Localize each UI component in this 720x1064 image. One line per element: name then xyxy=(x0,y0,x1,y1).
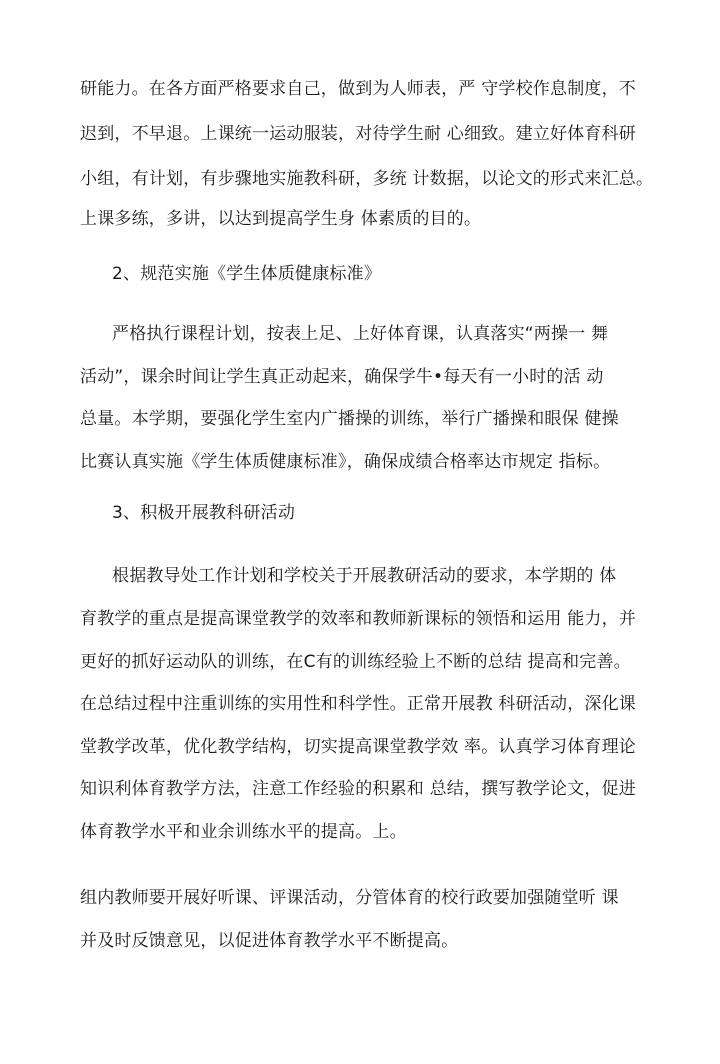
paragraph-3-line-3: 更好的抓好运动队的训练，在C有的训练经验上不断的总结 提高和完善。 xyxy=(80,652,631,672)
paragraph-2-line-1: 严格执行课程计划，按表上足、上好体育课，认真落实“两操一 舞 xyxy=(112,324,609,344)
paragraph-3-line-6: 知识利体育教学方法，注意工作经验的积累和 总结，撰写教学论文，促进 xyxy=(80,779,637,799)
paragraph-1-line-2: 迟到，不早退。上课统一运动服装，对待学生耐 心细致。建立好体育科研 xyxy=(80,124,637,144)
paragraph-2-line-3: 总量。本学期，要强化学生室内广播操的训练，举行广播操和眼保 健操 xyxy=(80,409,619,429)
paragraph-4-line-2: 并及时反馈意见，以促进体育教学水平不断提高。 xyxy=(80,931,459,951)
paragraph-1-line-4: 上课多练，多讲，以达到提高学生身 体素质的目的。 xyxy=(80,209,482,229)
paragraph-3-line-4: 在总结过程中注重训练的实用性和科学性。正常开展教 科研活动，深化课 xyxy=(80,694,637,714)
paragraph-3-line-7: 体育教学水平和业余训练水平的提高。上。 xyxy=(80,822,407,842)
paragraph-2-line-2: 活动”，课余时间让学生真正动起来，确保学牛•每天有一小时的活 动 xyxy=(80,367,604,387)
paragraph-1-line-1: 研能力。在各方面严格要求自己，做到为人师表，严 守学校作息制度，不 xyxy=(80,79,637,99)
paragraph-2-line-4: 比赛认真实施《学生体质健康标准》，确保成绩合格率达市规定 指标。 xyxy=(80,452,611,472)
paragraph-1-line-3: 小组，有计划，有步骤地实施教科研，多统 计数据，以论文的形式来汇总。 xyxy=(80,169,654,189)
paragraph-4-line-1: 组内教师要开展好听课、评课活动，分管体育的校行政要加强随堂听 课 xyxy=(80,888,619,908)
section-heading-3: 3、积极开展教科研活动 xyxy=(112,503,296,523)
paragraph-3-line-1: 根据教导处工作计划和学校关于开展教研活动的要求，本学期的 体 xyxy=(112,566,617,586)
section-heading-2: 2、规范实施《学生体质健康标准》 xyxy=(112,264,382,284)
paragraph-3-line-5: 堂教学改革，优化教学结构，切实提高课堂教学效 率。认真学习体育理论 xyxy=(80,737,637,757)
paragraph-3-line-2: 育教学的重点是提高课堂教学的效率和教师新课标的领悟和运用 能力，并 xyxy=(80,609,637,629)
